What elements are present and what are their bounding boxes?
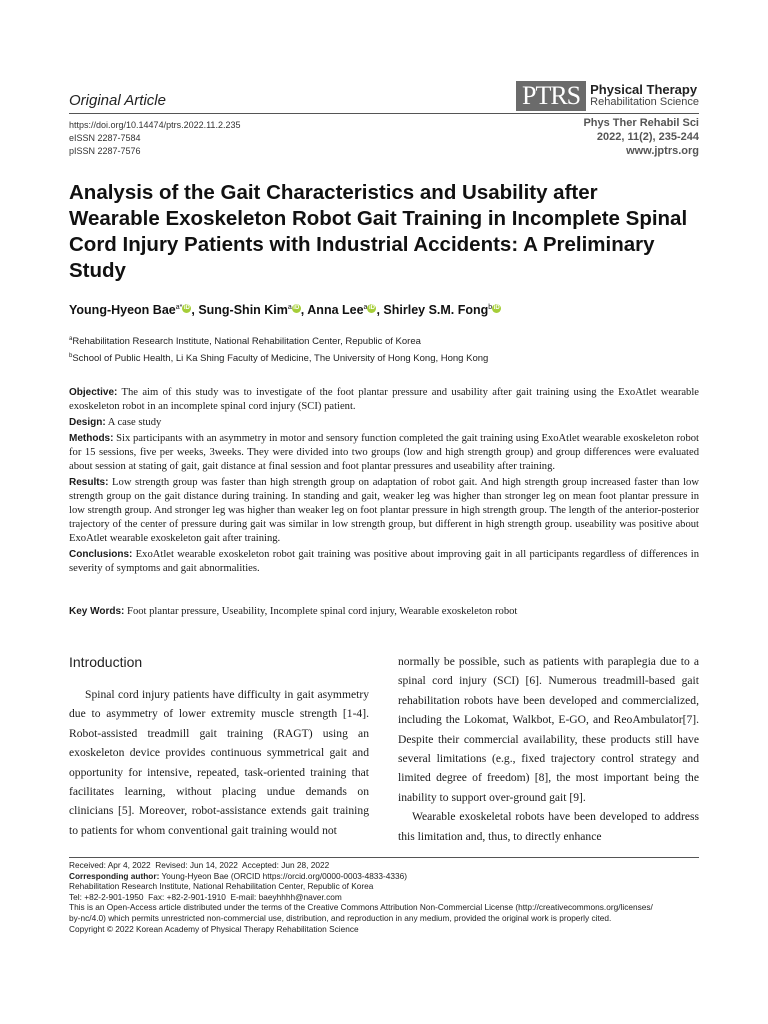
footer-divider <box>69 857 699 858</box>
affiliation-b: $^b$School of Public Health, Li Ka Shing Faculty of Medicine, The University of Hong Kong, Hong Kong <box>69 353 489 365</box>
keywords <box>69 605 699 619</box>
intro-paragraph-1-cont: normally be possible, such as patients with paraplegia due to a spinal cord injury (SCI) [6]. Numerous treadmill-based gait rehabilitation robots have been developed and commercialized, including the Lokomat, Walkbot, E-GO, and ReoAmbulator[7]. Despite their commercial availability, these products still have several limitations (e.g., fixed trajectory control strategy and limited degree of freedom) [8], the most important being the inability to support over-ground gait [9]. <box>398 655 699 804</box>
section-heading-introduction: Introduction <box>69 654 143 670</box>
journal-citation <box>583 116 699 158</box>
abstract-results: Results: Low strength group was faster than high strength group on adaptation of robot gait. And high strength group increased faster than low strength group on the gait distance during training. In standing and gait, weaker leg was higher than stronger leg on mean foot plantar pressure in low strength group. And stronger leg was higher than weaker leg on foot plantar pressure in high strength group. The length of the anterior-posterior trajectory of the center of pressure during gait was similar in low strength group, but different in high strength group. useability was positive about ExoAtlet wearable exoskeleton gait after training. <box>69 477 699 544</box>
license-line-1: This is an Open-Access article distributed under the terms of the Creative Commons Attribution Non-Commercial License (http://creativecommons.org/licenses/ <box>69 902 653 913</box>
orcid-icon[interactable]: iD <box>368 305 375 311</box>
corresponding-author: Corresponding author: Young-Hyeon Bae (ORCID https://orcid.org/0000-0003-4833-4336) <box>69 870 408 881</box>
dates-line: Received: Apr 4, 2022 Revised: Jun 14, 2022 Accepted: Jun 28, 2022 <box>69 860 330 870</box>
license-line-2: by-nc/4.0) which permits unrestricted non-commercial use, distribution, and reproduction in any medium, provided the original work is properly cited. <box>69 912 612 923</box>
body-column-right <box>398 652 699 846</box>
author-affil-sup: a <box>287 303 292 311</box>
logo-journal-name: Physical Therapy <box>590 82 698 97</box>
abstract-conclusions: Conclusions: ExoAtlet wearable exoskeleton robot gait training was positive about improving gait in all participants regardless of differences in severity of symptoms and gait abnormalities. <box>69 549 699 574</box>
copyright: Copyright © 2022 Korean Academy of Physical Therapy Rehabilitation Science <box>69 923 359 934</box>
article-type: Original Article <box>69 92 166 109</box>
abstract-methods: Methods: Six participants with an asymmetry in motor and sensory function completed the gait training using ExoAtlet wearable exoskeleton robot for 15 sessions, five per weeks, 3weeks. They were divided into two groups (low and high strength group) and group differences were evaluated about session at stating of gait, gait distance at final session and foot plantar pressures and useability after training. <box>69 433 699 472</box>
affiliation-a: $^a$Rehabilitation Research Institute, National Rehabilitation Center, Republic of Korea <box>69 336 421 348</box>
logo-journal-subname: Rehabilitation Science <box>590 96 699 108</box>
keywords-text: Foot plantar pressure, Useability, Incomplete spinal cord injury, Wearable exoskeleton robot <box>127 606 518 617</box>
eissn: eISSN 2287-7584 <box>69 133 141 143</box>
author-name: Young-Hyeon Bae <box>69 303 176 317</box>
ptrs-logo-mark: PTRS <box>516 81 586 111</box>
orcid-icon[interactable]: iD <box>293 305 300 311</box>
author-name: Anna Lee <box>307 303 364 317</box>
article-identifiers <box>69 119 240 158</box>
keywords-label: Key Words: <box>69 606 125 617</box>
orcid-icon[interactable]: iD <box>183 305 190 311</box>
doi-link[interactable]: https://doi.org/10.14474/ptrs.2022.11.2.235 <box>69 120 241 130</box>
journal-logo <box>516 80 699 112</box>
orcid-icon[interactable]: iD <box>493 305 500 311</box>
abstract <box>69 386 699 578</box>
author-name: Shirley S.M. Fong <box>383 303 489 317</box>
intro-paragraph-2: Wearable exoskeletal robots have been developed to address this limitation and, thus, to directly enhance <box>398 810 699 843</box>
volume-pages: 2022, 11(2), 235-244 <box>596 131 699 143</box>
body-column-left <box>69 685 369 840</box>
affiliations <box>69 332 488 366</box>
contact-line: Tel: +82-2-901-1950 Fax: +82-2-901-1910 E-mail: baeyhhhh@naver.com <box>69 891 342 902</box>
journal-website[interactable]: www.jptrs.org <box>626 145 699 157</box>
email-link[interactable]: baeyhhhh@naver.com <box>258 891 342 902</box>
footnotes <box>69 860 709 934</box>
author-affil-sup: b <box>488 303 493 311</box>
author-name: Sung-Shin Kim <box>198 303 288 317</box>
author-list: Young-Hyeon Bae$^{a*}$ iD , Sung-Shin Kim$^a$ iD , Anna Lee$^a$ iD , Shirley S.M. Fong$^b$ iD <box>69 303 500 317</box>
article-title: Analysis of the Gait Characteristics and Usability after Wearable Exoskeleton Robot Gait Training in Incomplete Spinal Cord Injury Patients with Industrial Accidents: A Preliminary Study <box>69 181 688 282</box>
intro-paragraph-1: Spinal cord injury patients have difficulty in gait asymmetry due to asymmetry of lower extremity muscle strength [1-4]. Robot-assisted treadmill gait training (RAGT) using an exoskeleton device provides continuous symmetrical gait and opportunity for intensive, repeated, task-oriented training that facilitates learning, without placing undue demands on clinicians [5]. Moreover, robot-assistance extends gait training to patients for whom conventional gait training would not <box>69 688 369 837</box>
author-affil-sup: a* <box>175 303 183 311</box>
header-divider <box>69 113 699 114</box>
abstract-design: Design: A case study <box>69 417 162 428</box>
author-affil-sup: a <box>363 303 368 311</box>
pissn: pISSN 2287-7576 <box>69 146 141 156</box>
journal-abbrev: Phys Ther Rehabil Sci <box>583 117 699 129</box>
abstract-objective: Objective: The aim of this study was to investigate of the foot plantar pressure and usability after gait training using the ExoAtlet wearable exoskeleton robot in an incomplete spinal cord injury (SCI) patient. <box>69 387 699 412</box>
corresponding-address: Rehabilitation Research Institute, National Rehabilitation Center, Republic of Korea <box>69 881 374 892</box>
